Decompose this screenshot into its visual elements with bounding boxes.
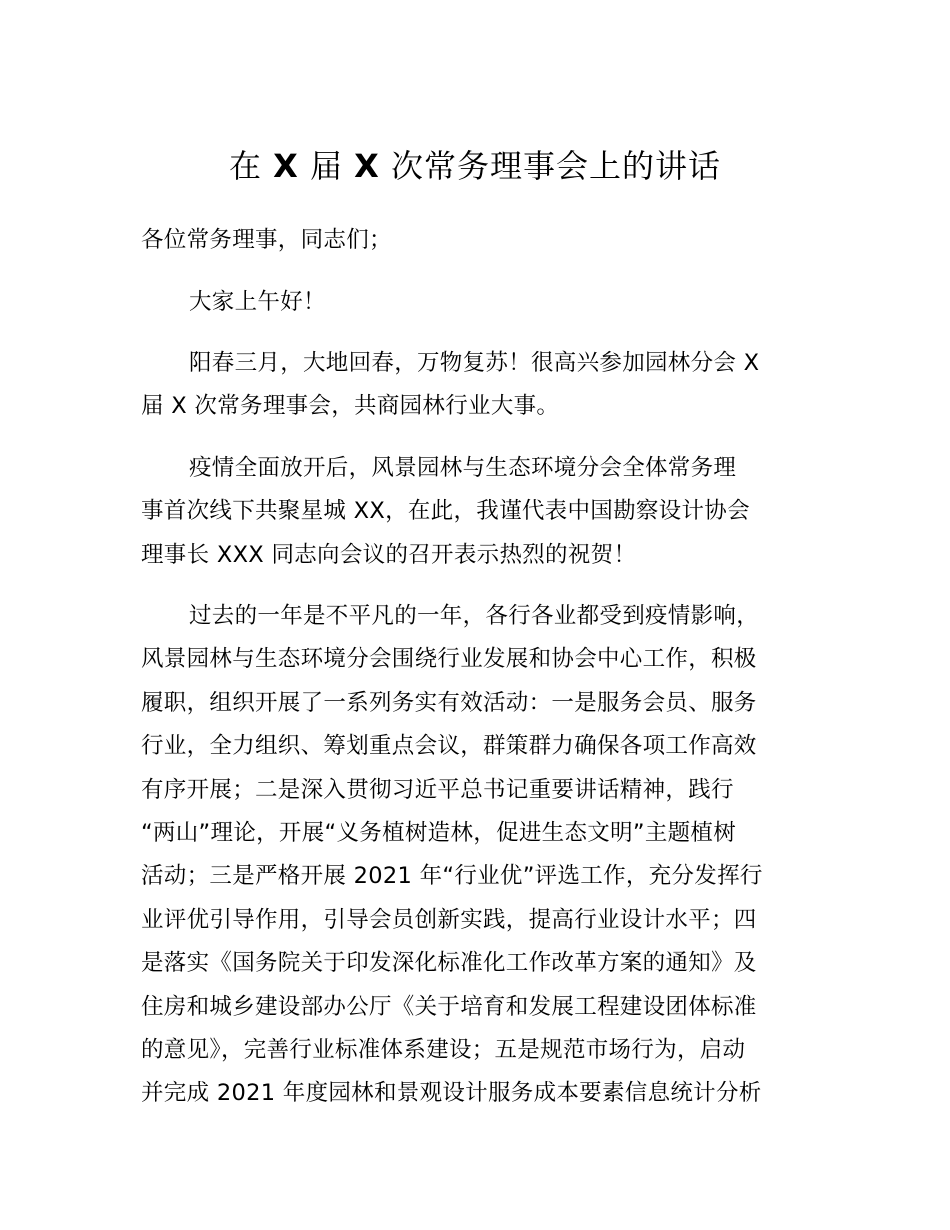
salutation-line: 各位常务理事，同志们； [141, 227, 392, 253]
paragraph-line: 行业，全力组织、筹划重点会议，群策群力确保各项工作高效 [141, 733, 757, 760]
title-part-1: 在 [228, 147, 274, 185]
paragraph-line: 有序开展；二是深入贯彻习近平总书记重要讲话精神，践行 [141, 776, 734, 803]
paragraph-line: 大家上午好！ [189, 289, 326, 315]
paragraph-line: 阳春三月，大地回春，万物复苏！很高兴参加园林分会 X [189, 350, 760, 376]
page-title [0, 140, 950, 192]
paragraph-line: 活动；三是严格开展 2021 年“行业优”评选工作，充分发挥行 [141, 863, 763, 890]
salutation [141, 219, 813, 262]
paragraph-congratulations [141, 447, 813, 577]
paragraph-opening [141, 342, 813, 429]
paragraph-review [141, 595, 813, 1116]
paragraph-line: “两山”理论，开展“义务植树造林，促进生态文明”主题植树 [141, 820, 737, 847]
paragraph-line: 事首次线下共聚星城 XX，在此，我谨代表中国勘察设计协会 [141, 498, 750, 525]
title-session-number: X [273, 147, 299, 185]
title-part-3: 次常务理事会上的讲话 [379, 147, 722, 185]
paragraph-line: 履职，组织开展了一系列务实有效活动：一是服务会员、服务 [141, 689, 757, 716]
paragraph-line: 疫情全面放开后，风景园林与生态环境分会全体常务理 [189, 455, 737, 481]
paragraph-line: 届 X 次常务理事会，共商园林行业大事。 [141, 393, 560, 420]
title-part-2: 届 [298, 147, 355, 185]
paragraph-line: 业评优引导作用，引导会员创新实践，提高行业设计水平；四 [141, 906, 757, 933]
paragraph-line: 理事长 XXX 同志向会议的召开表示热烈的祝贺！ [141, 541, 637, 568]
paragraph-greeting [141, 281, 813, 324]
paragraph-line: 的意见》，完善行业标准体系建设；五是规范市场行为，启动 [141, 1037, 746, 1064]
paragraph-line: 是落实《国务院关于印发深化标准化工作改革方案的通知》及 [141, 950, 757, 977]
paragraph-line: 住房和城乡建设部办公厅《关于培育和发展工程建设团体标准 [141, 993, 757, 1020]
paragraph-line: 风景园林与生态环境分会围绕行业发展和协会中心工作，积极 [141, 646, 757, 673]
paragraph-line: 过去的一年是不平凡的一年，各行各业都受到疫情影响， [189, 603, 760, 629]
title-meeting-number: X [354, 147, 380, 185]
paragraph-line: 并完成 2021 年度园林和景观设计服务成本要素信息统计分析 [141, 1080, 762, 1107]
